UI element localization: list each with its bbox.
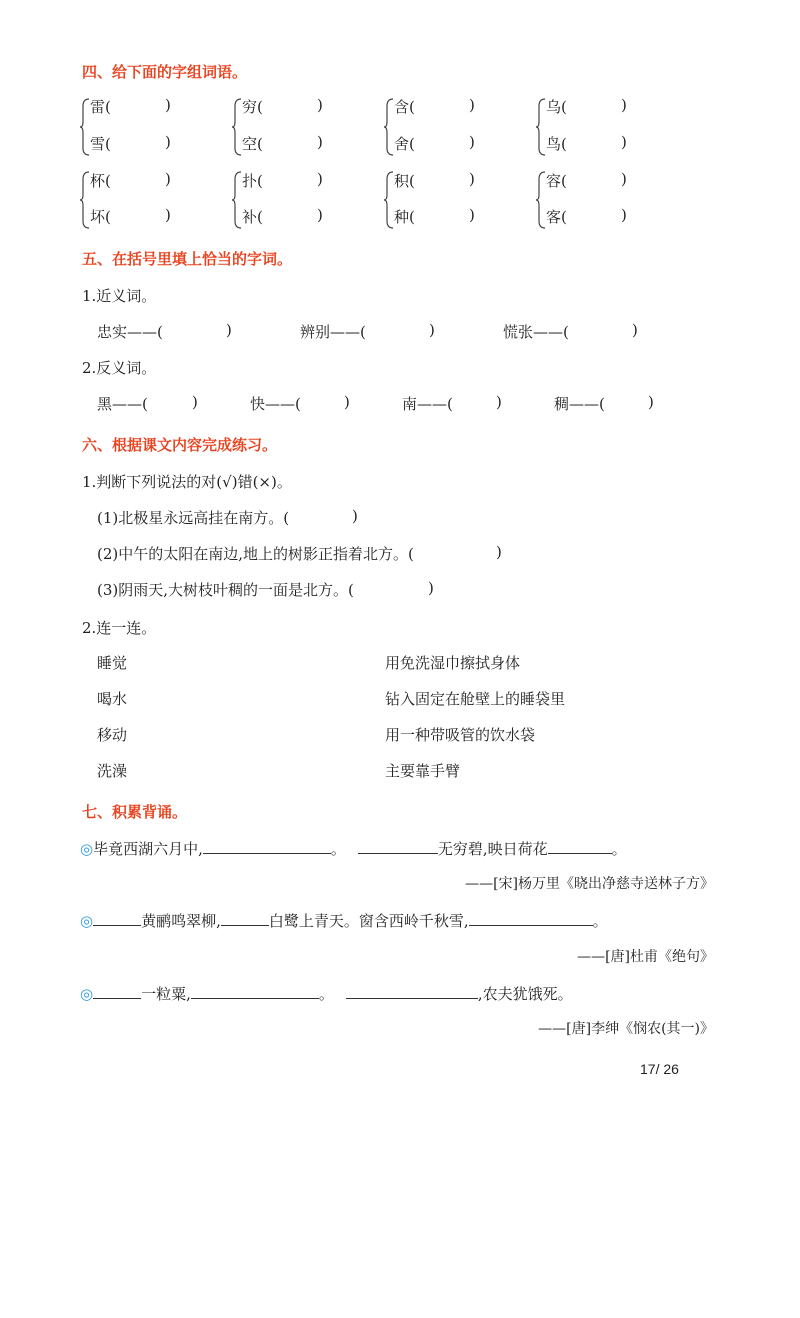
word-cell: 容( [546,172,567,190]
paren-close: ) [165,133,171,151]
blank-line[interactable] [221,924,269,926]
brace-icon [384,98,394,156]
match-left-item: 洗澡 [97,762,128,780]
blank-line[interactable] [93,997,141,999]
brace-icon [232,171,242,229]
paren-close: ) [496,393,502,411]
word-cell: 扑( [242,172,263,190]
word-cell: 雷( [90,98,111,116]
poem-line-2 [80,910,608,931]
paren-close: ) [165,96,171,114]
brace-icon [80,171,90,229]
synonym-item: 忠实——( [97,323,163,341]
poem-text: 无穷碧,映日荷花 [437,840,548,858]
poem-text: 。 [330,840,346,858]
blank-line[interactable] [358,852,438,854]
match-left-item: 喝水 [97,690,128,708]
section-6-heading: 六、根据课文内容完成练习。 [82,436,278,454]
word-cell: 含( [394,98,415,116]
page-number: 17/ 26 [640,1061,679,1077]
poem-text: 。 [318,985,334,1003]
question-label: 1.判断下列说法的对(√)错(×)。 [82,473,292,491]
match-right-item: 钻入固定在舱壁上的睡袋里 [385,690,566,708]
paren-close: ) [621,96,627,114]
antonym-item: 黑——( [97,395,148,413]
bullet-icon: ◎ [80,985,94,1003]
synonym-item: 慌张——( [503,323,569,341]
antonym-item: 快——( [250,395,301,413]
poem-line-3 [80,983,573,1004]
brace-icon [536,98,546,156]
judge-item: (3)阴雨天,大树枝叶稠的一面是北方。( [97,581,354,599]
poem-line-1 [80,838,627,859]
paren-close: ) [469,133,475,151]
blank-line[interactable] [469,924,593,926]
poem-source: ——[宋]杨万里《晓出净慈寺送林子方》 [465,876,714,892]
word-cell: 舍( [394,135,415,153]
paren-close: ) [165,170,171,188]
blank-line[interactable] [203,852,331,854]
word-cell: 积( [394,172,415,190]
bullet-icon: ◎ [80,912,94,930]
paren-close: ) [165,206,171,224]
word-cell: 鸟( [546,135,567,153]
poem-source: ——[唐]李绅《悯农(其一)》 [538,1021,714,1037]
paren-close: ) [469,206,475,224]
paren-close: ) [648,393,654,411]
paren-close: ) [496,543,502,561]
match-left-item: 移动 [97,726,128,744]
judge-item: (1)北极星永远高挂在南方。( [97,509,290,527]
paren-close: ) [317,206,323,224]
blank-line[interactable] [548,852,612,854]
judge-item: (2)中午的太阳在南边,地上的树影正指着北方。( [97,545,414,563]
poem-text: 。 [592,912,608,930]
brace-icon [384,171,394,229]
bullet-icon: ◎ [80,840,94,858]
poem-source: ——[唐]杜甫《绝句》 [577,949,714,965]
section-7-heading: 七、积累背诵。 [82,803,188,821]
word-cell: 补( [242,208,263,226]
question-label: 2.反义词。 [82,359,157,377]
poem-text: 黄鹂鸣翠柳, [141,912,221,930]
section-5-heading: 五、在括号里填上恰当的字词。 [82,250,293,268]
paren-close: ) [344,393,350,411]
match-right-item: 用免洗湿巾擦拭身体 [385,654,521,672]
paren-close: ) [621,206,627,224]
poem-text: 毕竟西湖六月中, [93,840,203,858]
word-cell: 客( [546,208,567,226]
poem-text: ,农夫犹饿死。 [477,985,573,1003]
word-cell: 种( [394,208,415,226]
paren-close: ) [632,321,638,339]
paren-close: ) [192,393,198,411]
paren-close: ) [469,96,475,114]
paren-close: ) [226,321,232,339]
word-cell: 穷( [242,98,263,116]
brace-icon [536,171,546,229]
paren-close: ) [469,170,475,188]
word-cell: 坏( [90,208,111,226]
word-cell: 空( [242,135,263,153]
brace-icon [80,98,90,156]
match-right-item: 用一种带吸管的饮水袋 [385,726,536,744]
poem-text: 一粒粟, [141,985,191,1003]
match-left-item: 睡觉 [97,654,128,672]
paren-close: ) [317,96,323,114]
blank-line[interactable] [346,997,478,999]
paren-close: ) [621,170,627,188]
match-right-item: 主要靠手臂 [385,762,461,780]
poem-text: 白鹭上青天。窗含西岭千秋雪, [268,912,469,930]
blank-line[interactable] [191,997,319,999]
word-cell: 雪( [90,135,111,153]
antonym-item: 南——( [402,395,453,413]
question-label: 2.连一连。 [82,619,157,637]
synonym-item: 辨别——( [300,323,366,341]
paren-close: ) [317,170,323,188]
paren-close: ) [429,321,435,339]
word-cell: 乌( [546,98,567,116]
brace-icon [232,98,242,156]
word-cell: 杯( [90,172,111,190]
antonym-item: 稠——( [554,395,605,413]
paren-close: ) [352,507,358,525]
question-label: 1.近义词。 [82,287,157,305]
section-4-heading: 四、给下面的字组词语。 [82,63,248,81]
paren-close: ) [621,133,627,151]
blank-line[interactable] [93,924,141,926]
poem-text: 。 [611,840,627,858]
paren-close: ) [428,579,434,597]
paren-close: ) [317,133,323,151]
